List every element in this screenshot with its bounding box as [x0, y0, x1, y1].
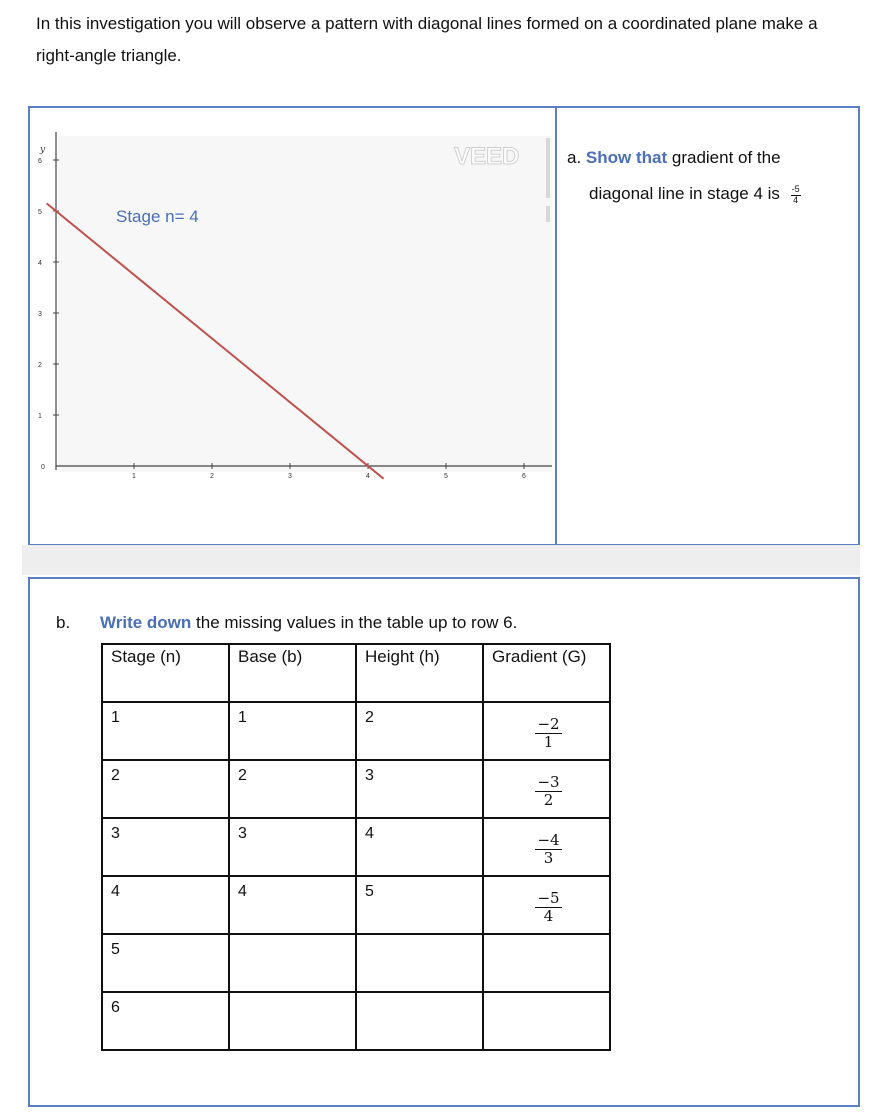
cell-base[interactable]: [229, 934, 356, 992]
column-divider: [555, 108, 557, 544]
fraction-denominator: 4: [793, 194, 799, 205]
x-tick-label: 2: [210, 473, 214, 480]
gradient-denominator: 2: [543, 791, 554, 809]
cell-stage: 5: [102, 934, 229, 992]
y-axis-label: y: [40, 145, 46, 155]
gradient-fraction: [535, 832, 561, 867]
cell-stage: 1: [102, 702, 229, 760]
question-a-text2: diagonal line in stage 4 is: [589, 184, 780, 203]
header-stage: Stage (n): [102, 644, 229, 702]
gradient-numerator: −2: [537, 715, 560, 733]
cell-gradient[interactable]: [483, 934, 610, 992]
question-a-letter: a.: [567, 148, 582, 167]
cell-stage: 4: [102, 876, 229, 934]
cell-gradient[interactable]: [483, 876, 610, 934]
cell-base[interactable]: 1: [229, 702, 356, 760]
y-tick-label: 0: [41, 464, 45, 471]
header-gradient: Gradient (G): [483, 644, 610, 702]
x-tick-label: 5: [444, 473, 448, 480]
question-a-fraction: [791, 185, 801, 205]
gradient-fraction: [535, 890, 561, 925]
question-b-verb: Write down: [100, 613, 192, 632]
gradient-fraction: [535, 774, 561, 809]
cell-height[interactable]: 2: [356, 702, 483, 760]
cell-height[interactable]: 3: [356, 760, 483, 818]
table-row: [102, 934, 610, 992]
cell-base[interactable]: 3: [229, 818, 356, 876]
question-b-letter: b.: [56, 613, 71, 632]
gradient-numerator: −5: [537, 889, 560, 907]
cell-gradient[interactable]: [483, 992, 610, 1050]
question-a-box: [28, 106, 860, 546]
scroll-indicator: [546, 138, 550, 198]
question-a: [567, 140, 857, 212]
y-tick-label: 1: [38, 413, 42, 420]
y-tick-label: 4: [38, 260, 42, 267]
table-row: [102, 818, 610, 876]
cell-height[interactable]: 5: [356, 876, 483, 934]
intro-text: In this investigation you will observe a pattern with diagonal lines formed on a coordinated plane make a right-angle triangle.: [36, 14, 818, 65]
y-tick-label: 3: [38, 311, 42, 318]
separator-band: [22, 545, 860, 575]
cell-gradient[interactable]: [483, 818, 610, 876]
x-tick-label: 6: [522, 473, 526, 480]
y-tick-label: 2: [38, 362, 42, 369]
cell-gradient[interactable]: [483, 702, 610, 760]
question-b: [56, 613, 517, 633]
plot-background: [58, 136, 552, 472]
cell-height[interactable]: [356, 992, 483, 1050]
fraction-numerator: -5: [791, 183, 800, 194]
question-b-text: the missing values in the table up to row 6.: [196, 613, 518, 632]
cell-height[interactable]: [356, 934, 483, 992]
gradient-numerator: −4: [537, 831, 560, 849]
x-tick-label: 3: [288, 473, 292, 480]
table-row: [102, 760, 610, 818]
cell-gradient[interactable]: [483, 760, 610, 818]
question-a-text1: gradient of the: [671, 148, 781, 167]
cell-base[interactable]: 4: [229, 876, 356, 934]
y-tick-label: 6: [38, 158, 42, 165]
gradient-fraction: [535, 716, 561, 751]
coordinate-graph: [30, 108, 555, 544]
cell-stage: 2: [102, 760, 229, 818]
cell-height[interactable]: 4: [356, 818, 483, 876]
data-table: [101, 643, 611, 1051]
table-row: [102, 876, 610, 934]
question-b-box: [28, 577, 860, 1107]
cell-stage: 6: [102, 992, 229, 1050]
table-row: [102, 702, 610, 760]
table-header-row: [102, 644, 610, 702]
gradient-denominator: 4: [543, 907, 554, 925]
stage-label: Stage n= 4: [116, 207, 199, 226]
x-tick-label: 1: [132, 473, 136, 480]
scroll-indicator-small: [546, 206, 550, 222]
gradient-denominator: 1: [543, 733, 554, 751]
question-a-verb: Show that: [585, 148, 668, 167]
header-base: Base (b): [229, 644, 356, 702]
y-tick-label: 5: [38, 209, 42, 216]
gradient-denominator: 3: [543, 849, 554, 867]
cell-base[interactable]: [229, 992, 356, 1050]
watermark: VEED: [454, 143, 520, 170]
cell-stage: 3: [102, 818, 229, 876]
table-row: [102, 992, 610, 1050]
header-height: Height (h): [356, 644, 483, 702]
cell-base[interactable]: 2: [229, 760, 356, 818]
gradient-numerator: −3: [537, 773, 560, 791]
x-tick-label: 4: [366, 473, 370, 480]
